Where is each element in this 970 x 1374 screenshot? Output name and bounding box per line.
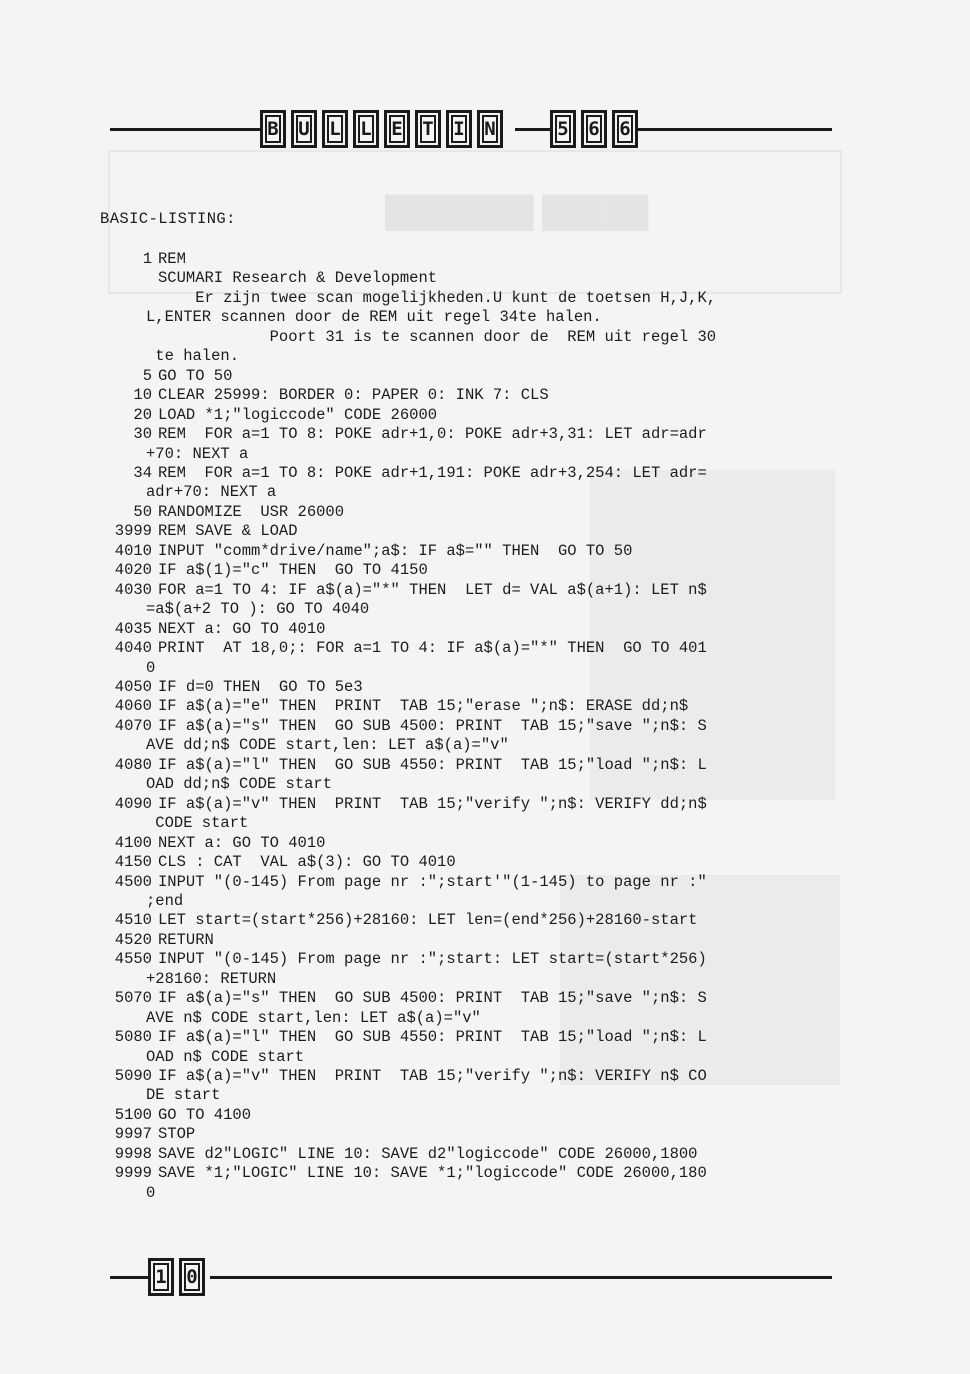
line-number: 4550 bbox=[114, 950, 152, 969]
page-number bbox=[148, 1258, 205, 1296]
line-number: 30 bbox=[133, 425, 152, 444]
line-number bbox=[100, 289, 152, 308]
header-letter-block: E bbox=[384, 110, 410, 148]
code-line-continuation: ;end bbox=[146, 891, 184, 910]
code-text: IF a$(1)="c" THEN GO TO 4150 bbox=[158, 561, 428, 580]
code-text: IF a$(a)="e" THEN PRINT TAB 15;"erase ";n$: ERASE dd;n$ bbox=[158, 697, 689, 716]
code-line bbox=[100, 406, 845, 425]
code-line bbox=[100, 328, 845, 347]
line-number: 4050 bbox=[114, 677, 152, 696]
code-line-continuation: te halen. bbox=[146, 347, 240, 366]
code-line bbox=[100, 269, 845, 288]
page-number-digit: 0 bbox=[179, 1258, 205, 1296]
line-number: 4520 bbox=[114, 930, 152, 949]
code-text: IF a$(a)="l" THEN GO SUB 4550: PRINT TAB 15;"load ";n$: L bbox=[158, 755, 707, 774]
code-line-continuation: 0 bbox=[146, 658, 156, 677]
code-text: IF a$(a)="s" THEN GO SUB 4500: PRINT TAB 15;"save ";n$: S bbox=[158, 989, 707, 1008]
code-line bbox=[100, 289, 845, 308]
code-line bbox=[100, 639, 845, 658]
code-line bbox=[100, 561, 845, 580]
code-line bbox=[100, 834, 845, 853]
line-number: 4080 bbox=[114, 755, 152, 774]
code-text: IF a$(a)="s" THEN GO SUB 4500: PRINT TAB 15;"save ";n$: S bbox=[158, 716, 707, 735]
listing-heading: BASIC-LISTING: bbox=[100, 210, 236, 228]
line-number: 3999 bbox=[114, 522, 152, 541]
header-letter-block: N bbox=[477, 110, 503, 148]
line-number: 5100 bbox=[114, 1105, 152, 1124]
code-line bbox=[100, 503, 845, 522]
code-line-continuation: DE start bbox=[146, 1086, 221, 1105]
line-number: 4100 bbox=[114, 833, 152, 852]
code-line bbox=[100, 1067, 845, 1086]
line-number: 20 bbox=[133, 405, 152, 424]
line-number: 4020 bbox=[114, 561, 152, 580]
code-text: INPUT "(0-145) From page nr :";start: LET start=(start*256) bbox=[158, 950, 707, 969]
header-rule-right bbox=[638, 128, 832, 131]
code-line bbox=[100, 795, 845, 814]
code-text: IF a$(a)="v" THEN PRINT TAB 15;"verify ";n$: VERIFY n$ CO bbox=[158, 1067, 707, 1086]
basic-listing bbox=[100, 250, 845, 1203]
code-text: GO TO 4100 bbox=[158, 1105, 252, 1124]
code-line bbox=[100, 756, 845, 775]
footer-rule-right bbox=[210, 1276, 832, 1279]
code-text: Er zijn twee scan mogelijkheden.U kunt de toetsen H,J,K, bbox=[158, 288, 717, 307]
header-letter-block: U bbox=[291, 110, 317, 148]
footer-rule-left bbox=[110, 1276, 148, 1279]
header-letter-block: L bbox=[322, 110, 348, 148]
line-number: 4030 bbox=[114, 580, 152, 599]
code-line bbox=[100, 911, 845, 930]
line-number: 4510 bbox=[114, 911, 152, 930]
code-text: Poort 31 is te scannen door de REM uit regel 30 bbox=[158, 327, 717, 346]
code-text: REM FOR a=1 TO 8: POKE adr+1,0: POKE adr+3,31: LET adr=adr bbox=[158, 425, 707, 444]
code-line bbox=[100, 853, 845, 872]
line-number: 4070 bbox=[114, 716, 152, 735]
line-number: 50 bbox=[133, 502, 152, 521]
line-number: 9999 bbox=[114, 1164, 152, 1183]
header-rule-middle bbox=[515, 128, 550, 131]
code-line bbox=[100, 697, 845, 716]
header-title-issue bbox=[550, 110, 638, 148]
code-line bbox=[100, 950, 845, 969]
code-text: CLEAR 25999: BORDER 0: PAPER 0: INK 7: CLS bbox=[158, 386, 549, 405]
header-letter-block: T bbox=[415, 110, 441, 148]
code-line bbox=[100, 425, 845, 444]
code-line bbox=[100, 931, 845, 950]
reverse-side-show-through: █████ ███████ bbox=[385, 196, 649, 229]
code-text: IF a$(a)="v" THEN PRINT TAB 15;"verify ";n$: VERIFY dd;n$ bbox=[158, 794, 707, 813]
code-text: LET start=(start*256)+28160: LET len=(end*256)+28160-start bbox=[158, 911, 698, 930]
header-digit-block: 6 bbox=[581, 110, 607, 148]
line-number: 4060 bbox=[114, 697, 152, 716]
code-line bbox=[100, 542, 845, 561]
header-letter-block: B bbox=[260, 110, 286, 148]
line-number: 9997 bbox=[114, 1125, 152, 1144]
code-line bbox=[100, 386, 845, 405]
code-text: SAVE *1;"LOGIC" LINE 10: SAVE *1;"logiccode" CODE 26000,180 bbox=[158, 1164, 707, 1183]
header-digit-block: 6 bbox=[612, 110, 638, 148]
header-title-bulletin bbox=[260, 110, 503, 148]
line-number: 5090 bbox=[114, 1067, 152, 1086]
code-line-continuation: AVE dd;n$ CODE start,len: LET a$(a)="v" bbox=[146, 736, 509, 755]
code-line-continuation: CODE start bbox=[146, 814, 249, 833]
code-line bbox=[100, 1145, 845, 1164]
code-text: CLS : CAT VAL a$(3): GO TO 4010 bbox=[158, 853, 456, 872]
code-line-continuation: 0 bbox=[146, 1183, 156, 1202]
code-line bbox=[100, 367, 845, 386]
code-line bbox=[100, 581, 845, 600]
code-line-continuation: =a$(a+2 TO ): GO TO 4040 bbox=[146, 600, 370, 619]
code-text: INPUT "(0-145) From page nr :";start'"(1-145) to page nr :" bbox=[158, 872, 707, 891]
line-number: 5080 bbox=[114, 1028, 152, 1047]
code-text: PRINT AT 18,0;: FOR a=1 TO 4: IF a$(a)="*" THEN GO TO 401 bbox=[158, 639, 707, 658]
line-number: 4035 bbox=[114, 619, 152, 638]
code-line bbox=[100, 1125, 845, 1144]
line-number: 1 bbox=[142, 250, 152, 268]
code-text: SAVE d2"LOGIC" LINE 10: SAVE d2"logiccode" CODE 26000,1800 bbox=[158, 1144, 698, 1163]
code-line bbox=[100, 620, 845, 639]
header-digit-block: 5 bbox=[550, 110, 576, 148]
code-line bbox=[100, 1164, 845, 1183]
line-number: 10 bbox=[133, 386, 152, 405]
code-text: NEXT a: GO TO 4010 bbox=[158, 619, 326, 638]
code-line bbox=[100, 717, 845, 736]
code-text: LOAD *1;"logiccode" CODE 26000 bbox=[158, 405, 438, 424]
code-line-continuation: OAD dd;n$ CODE start bbox=[146, 775, 333, 794]
code-line-continuation: adr+70: NEXT a bbox=[146, 483, 277, 502]
code-text: FOR a=1 TO 4: IF a$(a)="*" THEN LET d= VAL a$(a+1): LET n$ bbox=[158, 580, 707, 599]
code-text: STOP bbox=[158, 1125, 196, 1144]
code-line bbox=[100, 1028, 845, 1047]
line-number: 4010 bbox=[114, 541, 152, 560]
code-line bbox=[100, 873, 845, 892]
code-line-continuation: +70: NEXT a bbox=[146, 444, 249, 463]
code-line bbox=[100, 522, 845, 541]
code-line bbox=[100, 1106, 845, 1125]
line-number: 4500 bbox=[114, 872, 152, 891]
code-text: REM FOR a=1 TO 8: POKE adr+1,191: POKE adr+3,254: LET adr= bbox=[158, 463, 707, 482]
code-text: NEXT a: GO TO 4010 bbox=[158, 833, 326, 852]
line-number bbox=[100, 328, 152, 347]
header-rule-left bbox=[110, 128, 260, 131]
line-number bbox=[100, 269, 152, 288]
code-line-continuation: L,ENTER scannen door de REM uit regel 34te halen. bbox=[146, 308, 602, 327]
line-number: 5070 bbox=[114, 989, 152, 1008]
code-line-continuation: OAD n$ CODE start bbox=[146, 1047, 305, 1066]
code-line bbox=[100, 989, 845, 1008]
code-text: REM SAVE & LOAD bbox=[158, 522, 298, 541]
line-number: 9998 bbox=[114, 1144, 152, 1163]
code-text: REM bbox=[158, 250, 186, 268]
code-line-continuation: AVE n$ CODE start,len: LET a$(a)="v" bbox=[146, 1008, 481, 1027]
code-text: GO TO 50 bbox=[158, 366, 233, 385]
code-text: IF a$(a)="l" THEN GO SUB 4550: PRINT TAB 15;"load ";n$: L bbox=[158, 1028, 707, 1047]
code-line bbox=[100, 678, 845, 697]
code-text: INPUT "comm*drive/name";a$: IF a$="" THEN GO TO 50 bbox=[158, 541, 633, 560]
line-number: 4040 bbox=[114, 639, 152, 658]
code-text: SCUMARI Research & Development bbox=[158, 269, 438, 288]
line-number: 34 bbox=[133, 463, 152, 482]
header-letter-block: I bbox=[446, 110, 472, 148]
code-text: RETURN bbox=[158, 930, 214, 949]
code-line bbox=[100, 250, 845, 269]
code-text: IF d=0 THEN GO TO 5e3 bbox=[158, 677, 363, 696]
code-line bbox=[100, 464, 845, 483]
line-number: 4090 bbox=[114, 794, 152, 813]
page-number-digit: 1 bbox=[148, 1258, 174, 1296]
line-number: 5 bbox=[142, 366, 152, 385]
code-line-continuation: +28160: RETURN bbox=[146, 969, 277, 988]
line-number: 4150 bbox=[114, 853, 152, 872]
code-text: RANDOMIZE USR 26000 bbox=[158, 502, 345, 521]
header-letter-block: L bbox=[353, 110, 379, 148]
